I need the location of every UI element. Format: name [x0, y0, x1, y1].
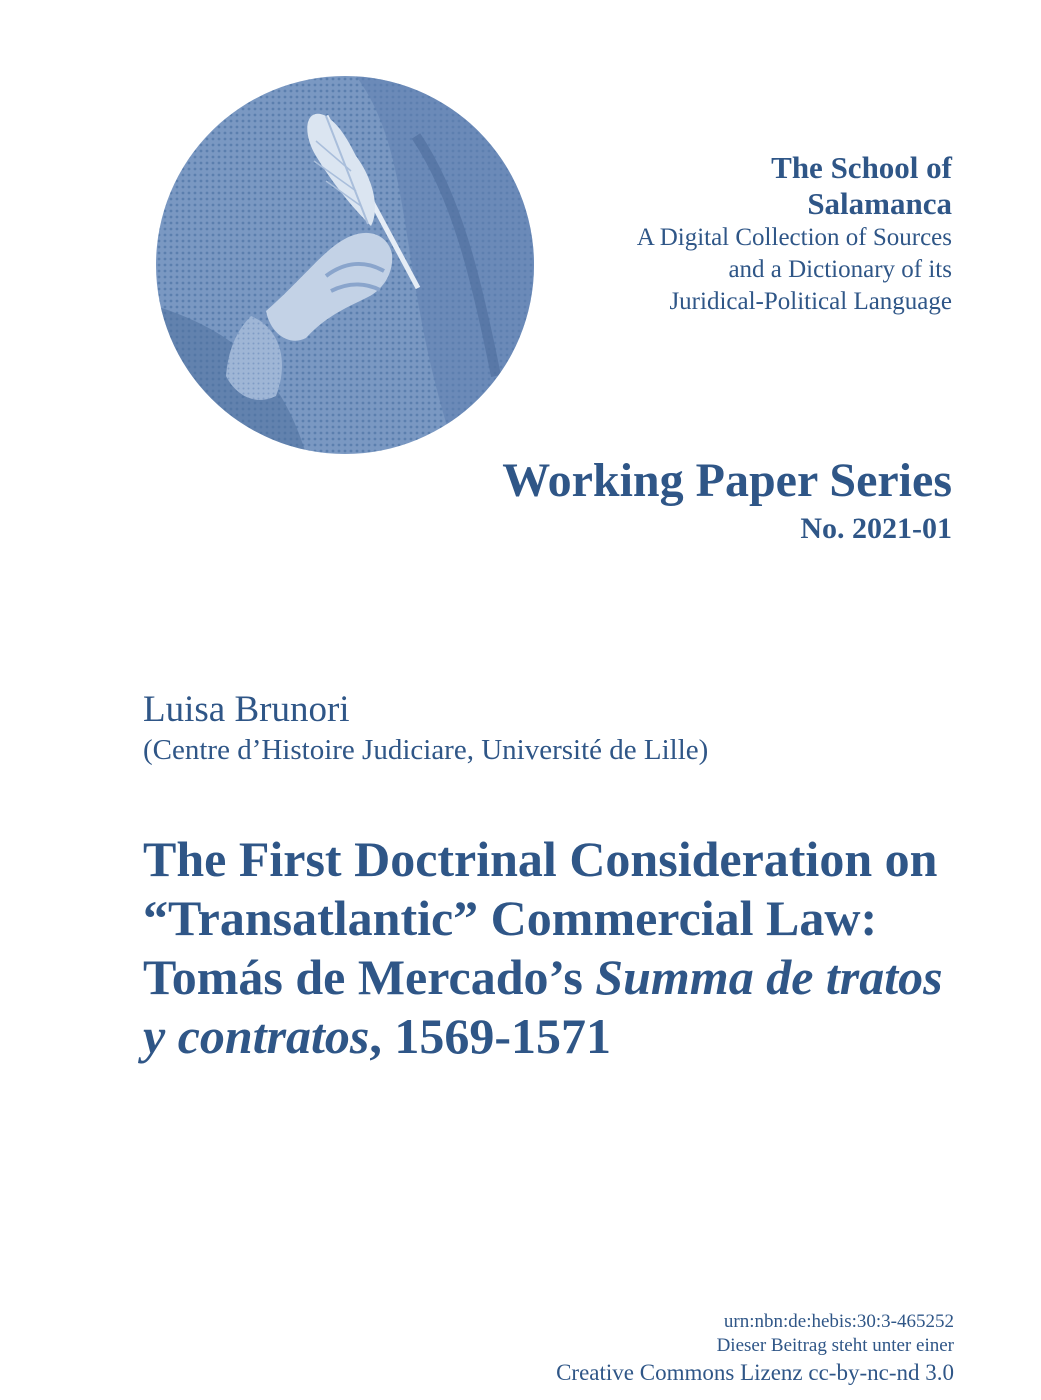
project-title: The School of Salamanca	[771, 150, 952, 221]
series-number: No. 2021-01	[800, 512, 952, 545]
project-block	[632, 150, 952, 318]
paper-title	[143, 830, 943, 1066]
urn-identifier: urn:nbn:de:hebis:30:3-465252	[723, 1311, 954, 1332]
author-block	[143, 688, 943, 768]
license-name: Creative Commons Lizenz cc-by-nc-nd 3.0	[556, 1360, 954, 1385]
series-title: Working Paper Series	[502, 454, 952, 507]
footer-block	[354, 1310, 954, 1388]
paper-title-part2: , 1569-1571	[369, 1008, 612, 1064]
quill-hand-emblem-icon	[156, 76, 534, 454]
project-subtitle: A Digital Collection of Sources and a Dictionary of its Juridical-Political Language	[636, 224, 952, 315]
license-notice: Dieser Beitrag steht unter einer	[716, 1335, 954, 1356]
paper-title-italic: Summa de tratos y contratos	[143, 949, 943, 1064]
series-block	[352, 452, 952, 548]
paper-title-part1: The First Doctrinal Consideration on “Transatlantic” Commercial Law: Tomás de Mercado’s	[143, 831, 938, 1005]
author-affiliation: (Centre d’Histoire Judiciare, Université de Lille)	[143, 734, 709, 766]
author-name: Luisa Brunori	[143, 689, 350, 730]
